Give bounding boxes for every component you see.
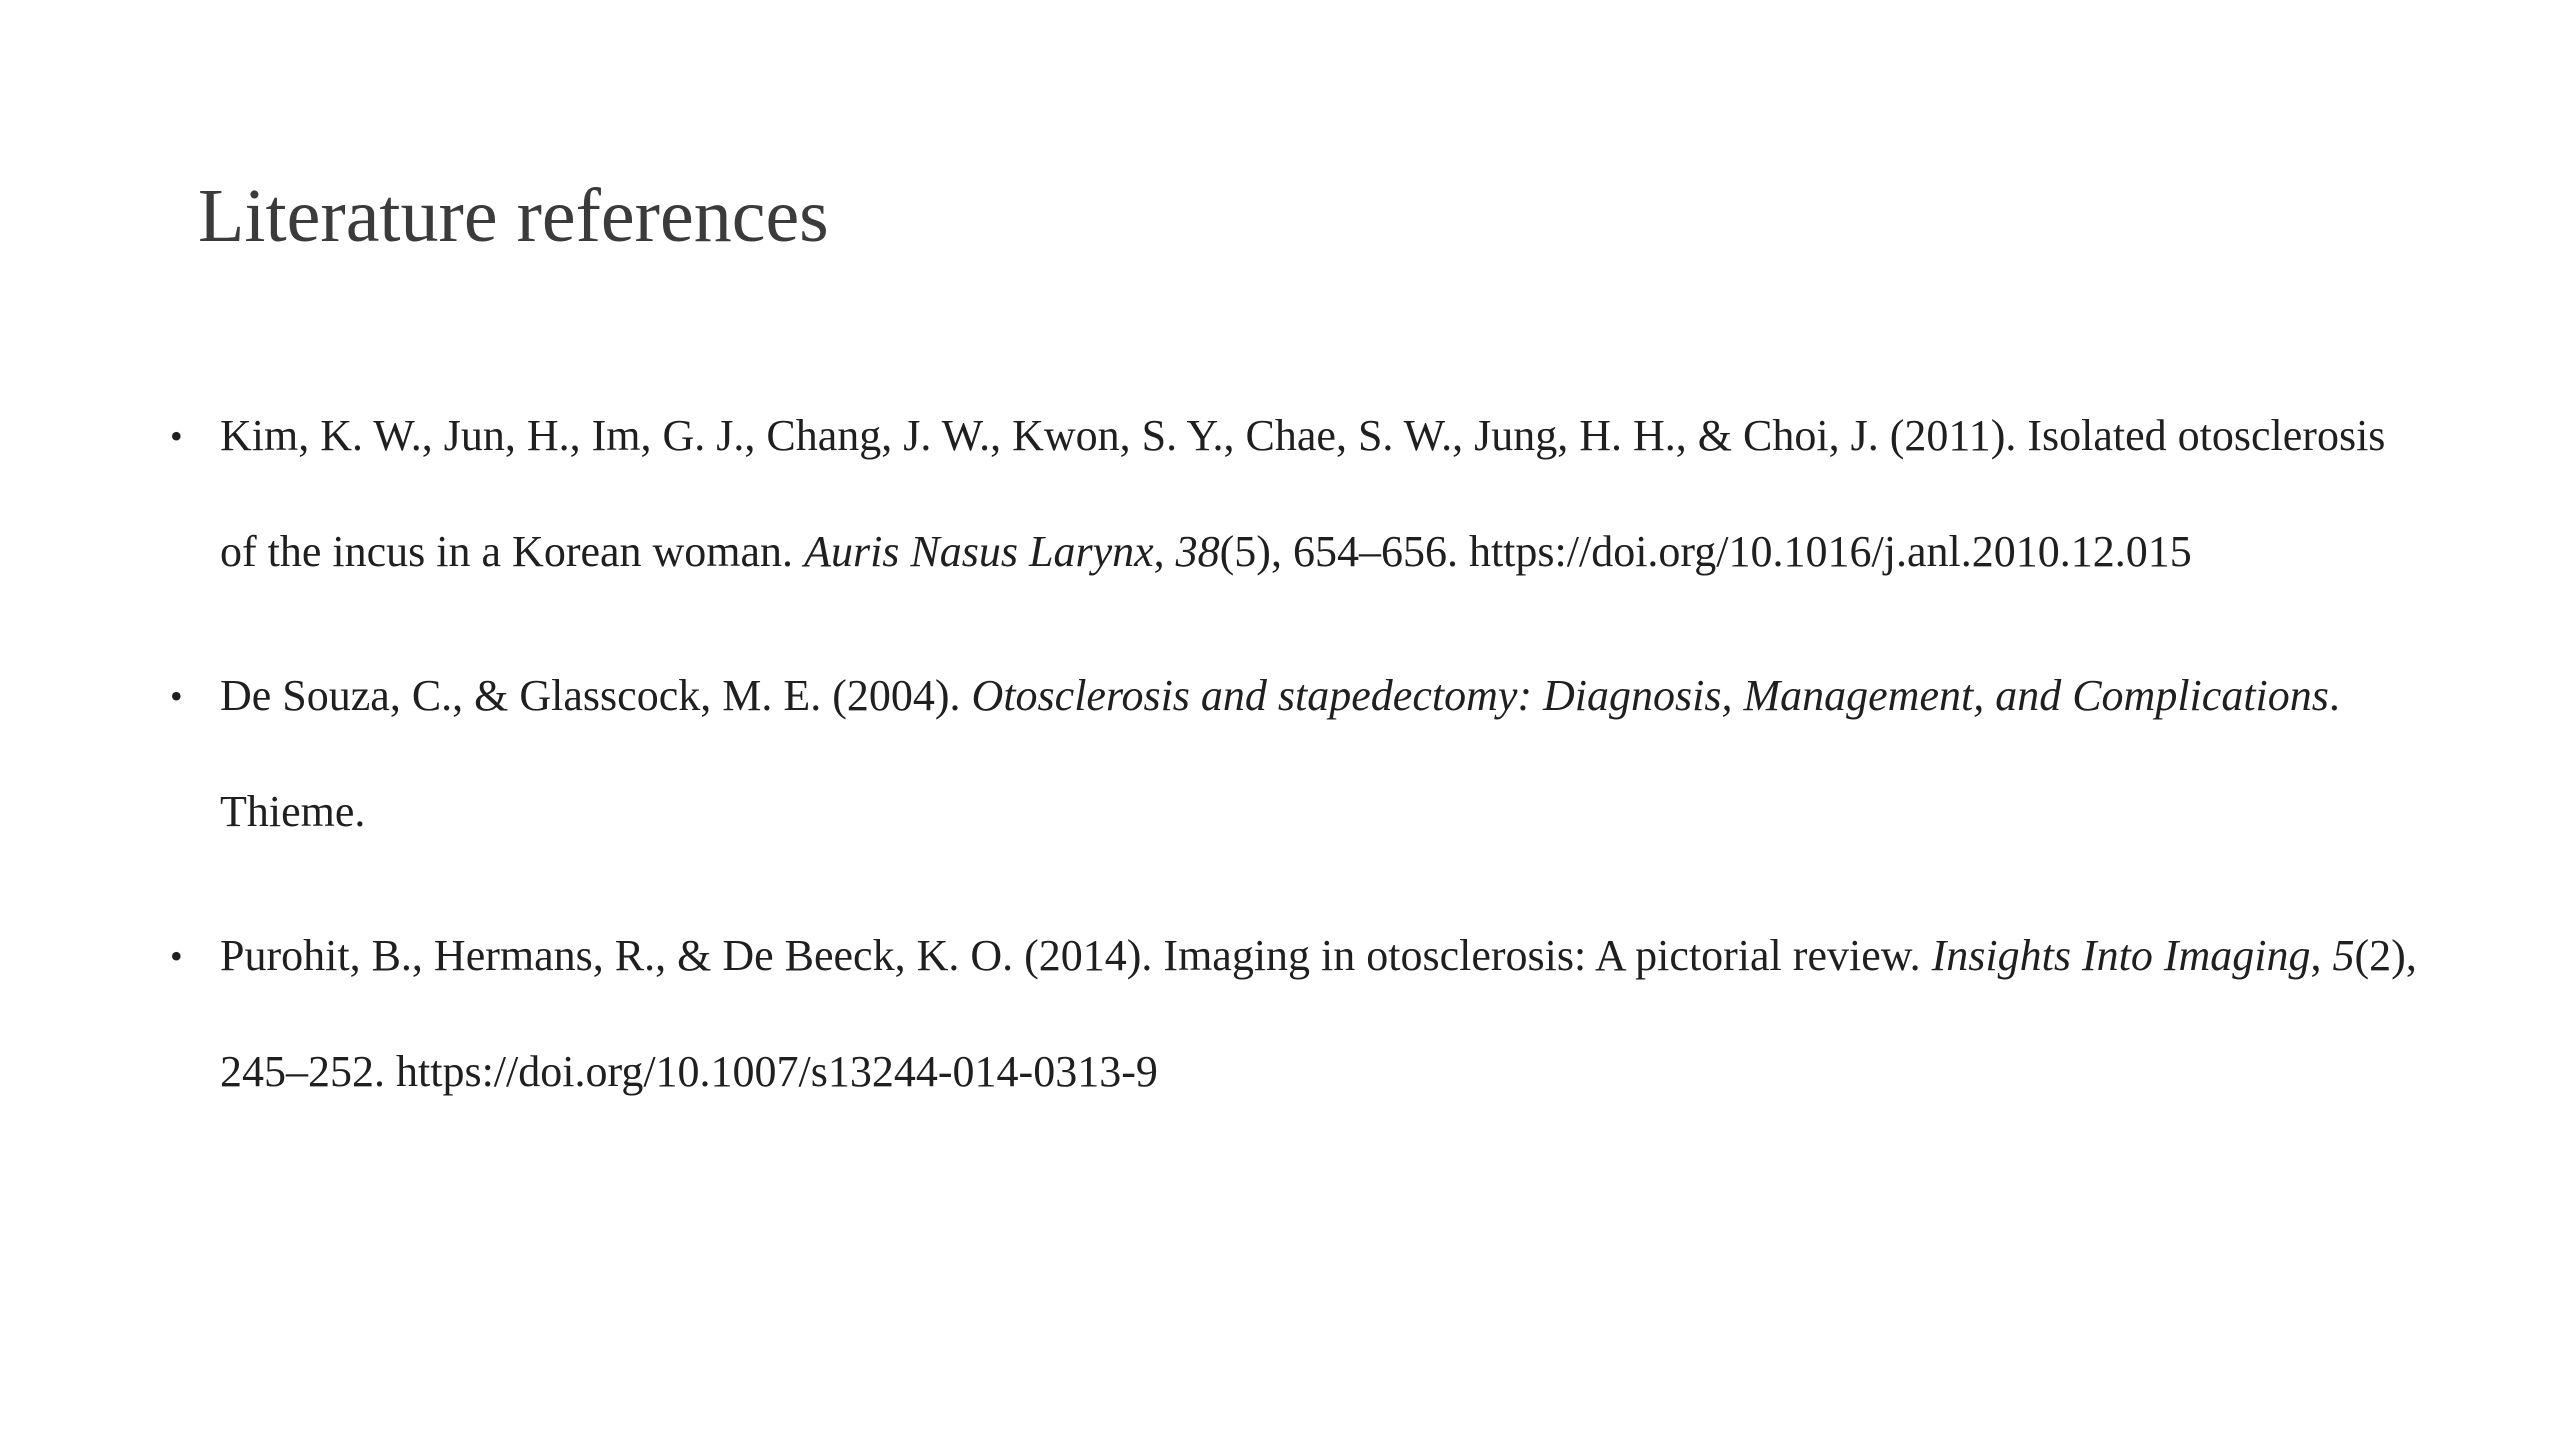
- reference-text: [220, 378, 2420, 610]
- bullet-icon: •: [170, 416, 183, 456]
- reference-segment: De Souza, C., & Glasscock, M. E. (2004).: [220, 671, 972, 720]
- volume-number: 5: [2332, 931, 2355, 980]
- slide-title: Literature references: [198, 174, 829, 258]
- reference-text: [220, 638, 2420, 870]
- bullet-icon: •: [170, 936, 183, 976]
- reference-segment: . Thieme.: [220, 671, 2340, 836]
- reference-item: [170, 378, 2420, 610]
- reference-item: [170, 898, 2420, 1130]
- reference-segment: (2), 245–252. https://doi.org/10.1007/s13244-014-0313-9: [220, 931, 2417, 1096]
- book-title: Otosclerosis and stapedectomy: Diagnosis, Management, and Complications: [971, 671, 2329, 720]
- reference-text: [220, 898, 2420, 1130]
- reference-segment: Kim, K. W., Jun, H., Im, G. J., Chang, J. W., Kwon, S. Y., Chae, S. W., Jung, H. H., & Choi, J. (2011). Isolated otosclerosis of the incus in a Korean woman.: [220, 411, 2386, 576]
- volume-number: 38: [1175, 527, 1220, 576]
- reference-segment: Purohit, B., Hermans, R., & De Beeck, K. O. (2014). Imaging in otosclerosis: A pictorial review.: [220, 931, 1932, 980]
- reference-list: [170, 378, 2420, 1158]
- bullet-icon: •: [170, 676, 183, 716]
- reference-item: [170, 638, 2420, 870]
- journal-title: Insights Into Imaging: [1931, 931, 2311, 980]
- reference-segment: ,: [2310, 931, 2333, 980]
- journal-title: Auris Nasus Larynx: [804, 527, 1154, 576]
- reference-segment: (5), 654–656. https://doi.org/10.1016/j.anl.2010.12.015: [1219, 527, 2192, 576]
- reference-segment: ,: [1153, 527, 1176, 576]
